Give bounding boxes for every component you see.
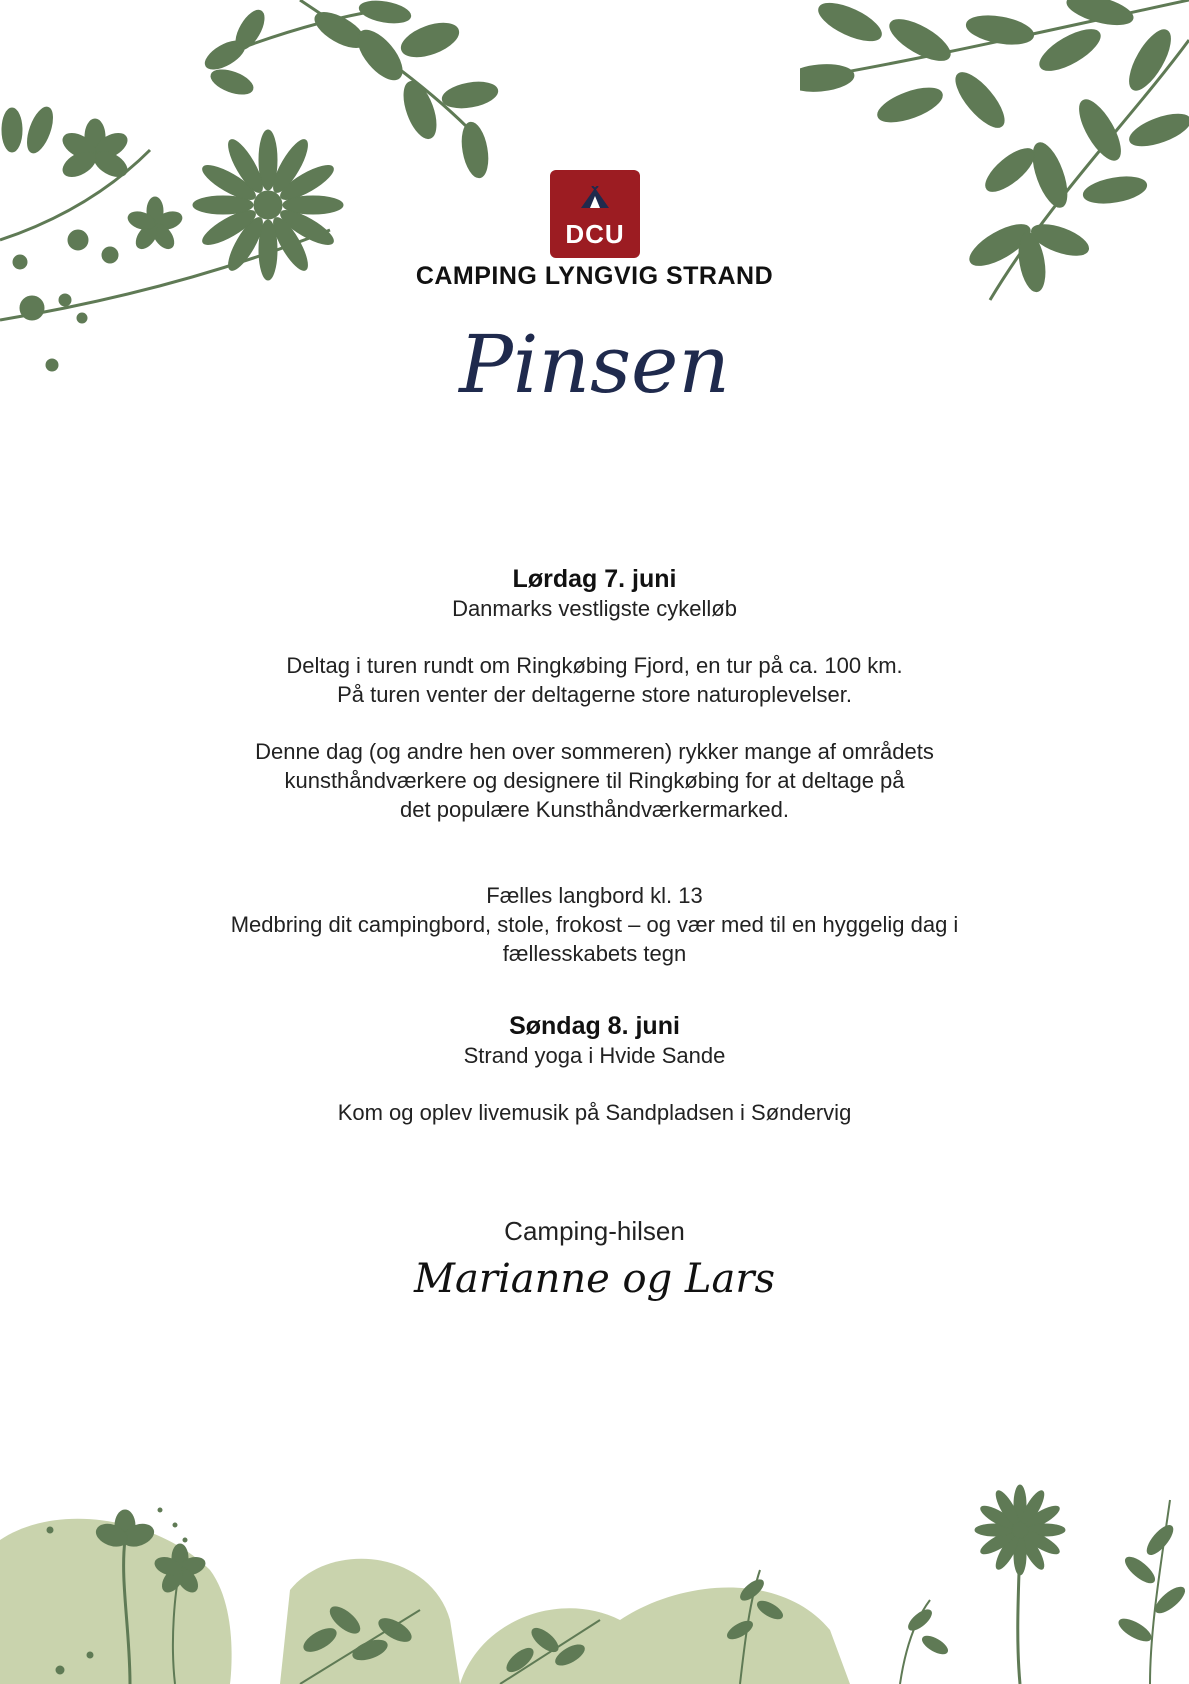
tent-icon [579,186,611,210]
campsite-name: CAMPING LYNGVIG STRAND [415,262,774,290]
saturday-paragraph-line: Fælles langbord kl. 13 [486,883,703,908]
saturday-paragraph-line: det populære Kunsthåndværkermarked. [400,797,789,822]
saturday-paragraph-line: Denne dag (og andre hen over sommeren) rykker mange af områdets [255,739,934,764]
saturday-paragraph-line: På turen venter der deltagerne store naturoplevelser. [337,682,852,707]
sunday-subtitle: Strand yoga i Hvide Sande [463,1043,726,1068]
sunday-section [0,1011,1189,1127]
saturday-subtitle: Danmarks vestligste cykelløb [452,596,737,621]
saturday-paragraph-line: kunsthåndværkere og designere til Ringkøbing for at deltage på [284,768,905,793]
sunday-paragraph-line: Kom og oplev livemusik på Sandpladsen i Søndervig [337,1100,852,1125]
saturday-section [0,564,1189,968]
greeting: Camping-hilsen [504,1216,685,1246]
logo-text: DCU [565,219,625,249]
sunday-heading: Søndag 8. juni [509,1012,680,1040]
saturday-paragraph-line: fællesskabets tegn [502,941,687,966]
page-title: Pinsen [459,318,730,411]
saturday-paragraph-line: Deltag i turen rundt om Ringkøbing Fjord, en tur på ca. 100 km. [286,653,903,678]
saturday-paragraph-line: Medbring dit campingbord, stole, frokost – og vær med til en hyggelig dag i [230,912,959,937]
signature: Marianne og Lars [414,1256,775,1302]
bottom-botanical-decoration [0,1480,1189,1684]
dcu-logo [550,170,640,258]
saturday-heading: Lørdag 7. juni [512,565,677,593]
